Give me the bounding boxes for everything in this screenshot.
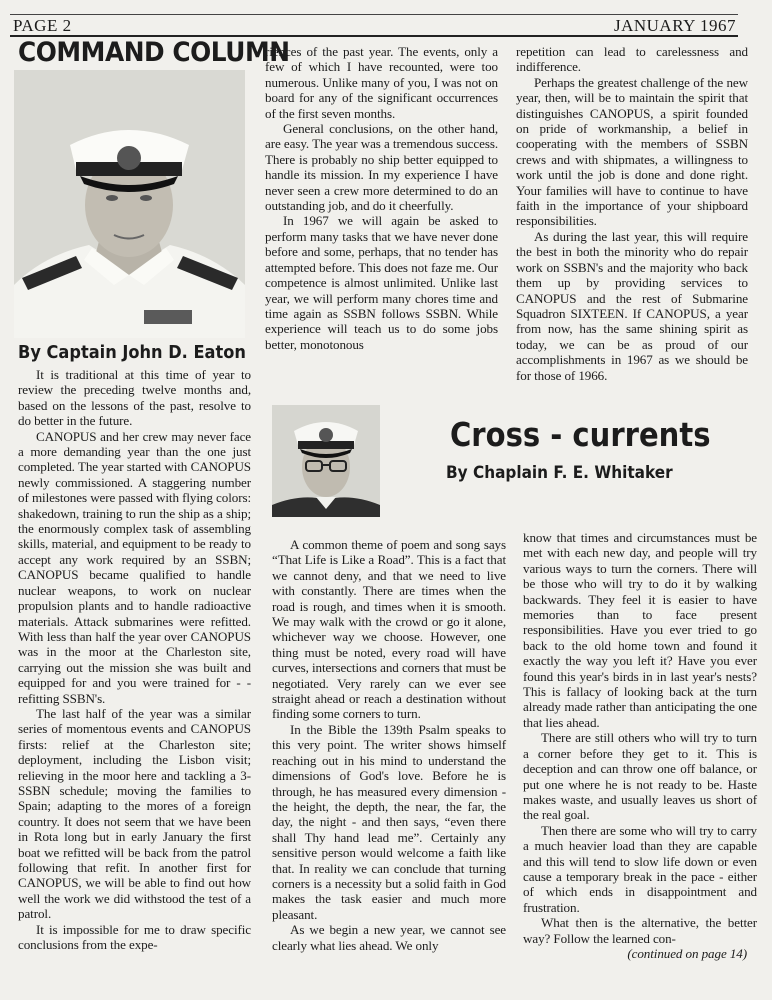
paragraph: As during the last year, this will require the best in both the minority who do repair work on SSBN's and the majority who back them up by providing services to CANOPUS and the rest of Submarine Squadron SIXTEEN. If CANOPUS, a year from now, has the same shining spirit as today, we can be as proud of our accomplishments in 1967 as we should be for those of 1966. [516,228,748,383]
top-border-rule [10,14,738,15]
paragraph: What then is the alternative, the better way? Follow the learned con- [523,915,757,946]
paragraph: riences of the past year. The events, only a few of which I have recounted, were too numerous. Unlike many of you, I was not on board for any of the significant occurrences of the first seven months. [265,44,498,121]
paragraph: In 1967 we will again be asked to perform many tasks that we have never done before and some, perhaps, that no tender has attempted before. This does not faze me. Our competence is almost unlimited. Unlike last year, we will perform many chores time and time again as SSBN follows SSBN. While experience will teach us to do some jobs better, monotonous [265,213,498,352]
paragraph: know that times and circumstances must be met with each new day, and people will try various ways to turn the corners. There will be those who will try to do it by walking backwards. They feel it is easier to have memories than to face present responsibilities. Have you ever tried to go back to the old home town and found it exactly the way you left it? Have you ever found this year's birds in in last year's nests? This is fallacy of looking back at the turn already made rather than anticipating the one that lies ahead. [523,530,757,730]
command-column-col1 [18,367,251,952]
continued-note: (continued on page 14) [627,945,747,961]
chaplain-portrait-photo [272,405,380,517]
paragraph: It is impossible for me to draw specific conclusions from the expe- [18,921,251,953]
page-number: PAGE 2 [13,16,72,35]
cross-currents-col3 [523,530,757,961]
command-column-col2 [265,44,498,352]
command-column-col3 [516,44,748,383]
paragraph: In the Bible the 139th Psalm speaks to this very point. The writer shows himself reaching out in his mind to understand the dimensions of God's love. Before he is through, he has measured every dimension - the height, the depth, the near, the far, the day, the night - and then says, “even there shall Thy hand lead me”. Certainly any sensitive person would welcome a faith like that. In reality we can conclude that turning corners is a necessity but a solid faith in God makes the task easier and much more pleasant. [272,721,506,922]
cross-currents-byline: By Chaplain F. E. Whitaker [446,463,673,483]
command-column-title: COMMAND COLUMN [18,37,290,68]
paragraph: CANOPUS and her crew may never face a more demanding year than the one just completed. The year started with CANOPUS newly commissioned. A staggering number of milestones were passed with flying colors: shakedown, training to run the ship as a ship; the enormously complex task of assembling skills, material, and equipment to be ready to accept any work required by an SSBN; CANOPUS became qualified to handle nuclear weapons, to work on nuclear propulsion plants and to handle radioactive materials. Attack submarines were refitted. With less than half the year over CANOPUS was in the moor at the Charleston site, carrying out the mission she was built and equipped for and you were trained for - - refitting SSBN's. [18,428,251,706]
paragraph: A common theme of poem and song says “That Life is Like a Road”. This is a fact that we cannot deny, and that we need to live with constantly. There are times when the road is rough, and times when it is smooth. We may walk with the crowd or go it alone, whichever way we choose. However, one thing must be noted, every road will have curves, intersections and corners that must be negotiated. Very rarely can we ever see straight ahead or reach a destination without finding some corners to turn. [272,537,506,722]
paragraph: There are still others who will try to turn a corner before they get to it. This is deception and can throw one off balance, or put one where he is not ready to be. Haste makes waste, and usually leaves us short of the real goal. [523,730,757,823]
paragraph: General conclusions, on the other hand, are easy. The year was a tremendous success. There is probably no ship better equipped to handle its mission. In my experience I have never seen a crew more determined to do an outstanding job, and do it cheerfully. [265,121,498,214]
captain-portrait-photo [14,70,245,338]
paragraph: As we begin a new year, we cannot see clearly what lies ahead. We only [272,922,506,953]
command-column-byline: By Captain John D. Eaton [18,342,246,363]
issue-date: JANUARY 1967 [613,16,736,35]
paragraph: The last half of the year was a similar series of momentous events and CANOPUS firsts: relief at the Charleston site; deployment, including the Lisbon visit; relieving in the moor here and tackling a 3-SSBN schedule; moving the families to Spain; adapting to the mores of a foreign country. It does not seem that we have been in Rota long but in early January the first boat we refitted will be back from the patrol following that refit. In another first for CANOPUS, we will be able to find out how well the work we did withstood the test of a patrol. [18,705,251,922]
paragraph: Perhaps the greatest challenge of the new year, then, will be to maintain the spirit that distinguishes CANOPUS, a spirit founded on pride of workmanship, a belief in cooperating with the members of SSBN crews and with shipmates, a willingness to work until the job is done and done right. Your families will have to continue to have faith in the importance of your shipboard responsibilities. [516,74,748,229]
cross-currents-title: Cross - currents [450,415,711,454]
paragraph: Then there are some who will try to carry a much heavier load than they are capable and this will tend to slow life down or even cause a temporary break in the pace - either of which ends in disappointment and frustration. [523,822,757,915]
cross-currents-col2 [272,537,506,953]
paragraph: repetition can lead to carelessness and indifference. [516,44,748,75]
paragraph: It is traditional at this time of year to review the preceding twelve months and, based on the lessons of the past, resolve to do better in the future. [18,367,251,429]
